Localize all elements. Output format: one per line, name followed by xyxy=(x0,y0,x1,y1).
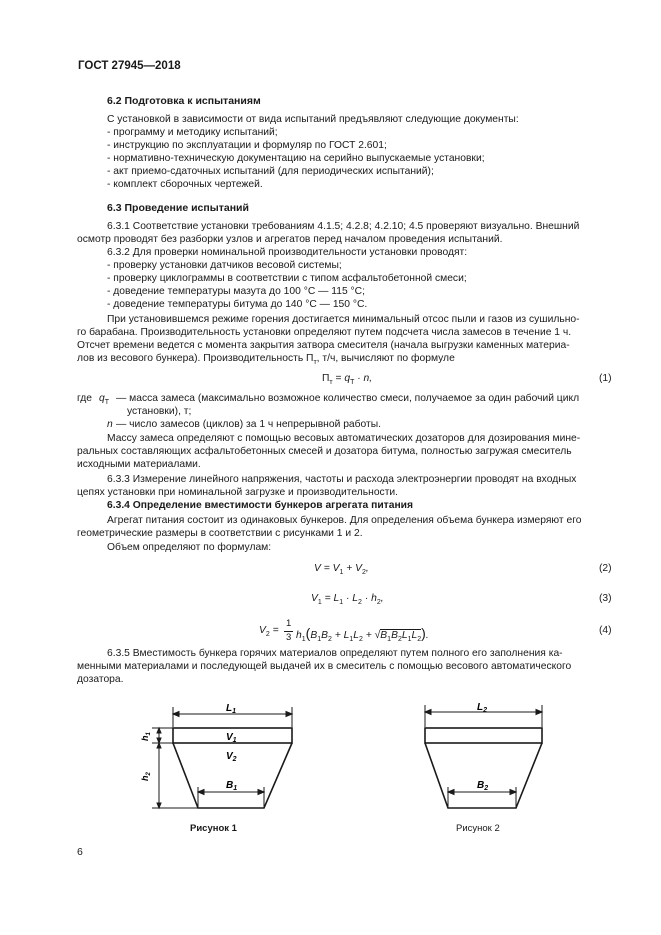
equation-3-number: (3) xyxy=(599,593,612,604)
paragraph-line: Отсчет времени ведется с момента закрытия затвора смесителя (начала выгрузки каменных материа- xyxy=(77,340,570,351)
paragraph-6-3-3-line: 6.3.3 Измерение линейного напряжения, частоты и расхода электроэнергии проводят на входных xyxy=(107,474,577,485)
list-item: - комплект сборочных чертежей. xyxy=(107,179,263,190)
section-6-2-title: 6.2 Подготовка к испытаниям xyxy=(107,95,261,107)
figure-1-caption: Рисунок 1 xyxy=(190,823,237,834)
list-item: - нормативно-техническую документацию на серийно выпускаемые установки; xyxy=(107,153,485,164)
list-item: - доведение температуры битума до 140 °С — 150 °С. xyxy=(107,299,368,310)
list-item: - проверку циклограммы в соответствии с типом асфальтобетонной смеси; xyxy=(107,273,467,284)
equation-1-number: (1) xyxy=(599,373,612,384)
section-6-2-intro: С установкой в зависимости от вида испытаний предъявляют следующие документы: xyxy=(107,114,519,125)
equation-4-number: (4) xyxy=(599,625,612,636)
figure-2-label-L2: $L_2$ xyxy=(477,702,488,714)
paragraph-6-3-3-line: цепях установки при номинальной загрузке и производительности. xyxy=(77,487,399,498)
section-6-3-title: 6.3 Проведение испытаний xyxy=(107,202,249,214)
paragraph-6-3-5-line: дозатора. xyxy=(77,674,124,685)
figure-1-label-V1: $V_1$ xyxy=(226,732,237,744)
paragraph-6-3-2-intro: 6.3.2 Для проверки номинальной производительности установки проводят: xyxy=(107,247,468,258)
paragraph-6-3-5-line: 6.3.5 Вместимость бункера горячих материалов определяют путем полного его заполнения ка- xyxy=(107,648,563,659)
paragraph-6-3-1-line: 6.3.1 Соответствие установки требованиям 4.1.5; 4.2.8; 4.2.10; 4.5 проверяют визуально. Внешний xyxy=(107,221,580,232)
where-q-text-cont: установки), т; xyxy=(127,406,192,417)
document-code: ГОСТ 27945—2018 xyxy=(78,60,181,72)
paragraph-line: лов из весового бункера). Производительность $П_т$, т/ч, вычисляют по формуле xyxy=(77,353,455,367)
paragraph-6-3-4-line: Объем определяют по формулам: xyxy=(107,542,272,553)
paragraph-6-3-4-line: Агрегат питания состоит из одинаковых бункеров. Для определения объема бункера измеряют его xyxy=(107,515,582,526)
paragraph-line: При установившемся режиме горения достигается минимальный отсос пыли и газов из сушильно- xyxy=(107,314,580,325)
equation-2: $V = V_1 + V_2$, xyxy=(314,563,369,577)
paragraph-line: го барабана. Производительность установки определяют путем подсчета числа замесов в течение 1 ч. xyxy=(77,327,572,338)
equation-4: $V_2$ = 1 3 $h_1(B_1B_2 + L_1L_2 + √B_1B_2L_1L_2)$. xyxy=(259,618,429,644)
figure-1-drawing xyxy=(130,695,310,835)
figure-2-drawing xyxy=(410,695,560,820)
equation-3: $V_1 = L_1 \cdot L_2 \cdot h_2$, xyxy=(311,593,384,607)
where-n-symbol: n xyxy=(107,419,113,430)
figure-1-label-V2: $V_2$ xyxy=(226,751,237,763)
equation-1: $П_т = q_Т \cdot n$, xyxy=(322,373,373,387)
paragraph-line: ральных составляющих асфальтобетонных смесей и дозатора битума, полностью загружая смеситель xyxy=(77,446,572,457)
page-number: 6 xyxy=(77,846,83,858)
figure-1-label-B1: $B_1$ xyxy=(226,780,238,792)
list-item: - акт приемо-сдаточных испытаний (для периодических испытаний); xyxy=(107,166,434,177)
paragraph-6-3-5-line: менными материалами и последующей выдачей их в смеситель с помощью весового автоматического xyxy=(77,661,572,672)
list-item: - инструкцию по эксплуатации и формуляр по ГОСТ 2.601; xyxy=(107,140,387,151)
where-n-text: — число замесов (циклов) за 1 ч непрерывной работы. xyxy=(116,419,382,430)
figure-1-label-h2: $h_2$ xyxy=(140,772,152,781)
where-label: где xyxy=(77,393,93,404)
figure-2-label-B2: $B_2$ xyxy=(477,780,489,792)
paragraph-6-3-1-line: осмотр проводят без разборки узлов и агрегатов перед началом проведения испытаний. xyxy=(77,234,503,245)
figure-1-label-h1: $h_1$ xyxy=(140,732,152,741)
where-q-text: — масса замеса (максимально возможное количество смеси, получаемое за один рабочий цикл xyxy=(116,393,580,404)
section-6-3-4-title: 6.3.4 Определение вместимости бункеров агрегата питания xyxy=(107,500,414,511)
paragraph-line: Массу замеса определяют с помощью весовых автоматических дозаторов для дозирования мине- xyxy=(107,433,581,444)
figure-2-caption: Рисунок 2 xyxy=(456,823,500,834)
where-q-symbol: $q_Т$ xyxy=(99,393,110,407)
list-item: - проверку установки датчиков весовой системы; xyxy=(107,260,342,271)
equation-2-number: (2) xyxy=(599,563,612,574)
list-item: - программу и методику испытаний; xyxy=(107,127,278,138)
list-item: - доведение температуры мазута до 100 °С — 115 °С; xyxy=(107,286,365,297)
paragraph-line: исходными материалами. xyxy=(77,459,201,470)
figure-1-label-L1: $L_1$ xyxy=(226,703,237,715)
paragraph-6-3-4-line: геометрические размеры в соответствии с рисунками 1 и 2. xyxy=(77,528,363,539)
